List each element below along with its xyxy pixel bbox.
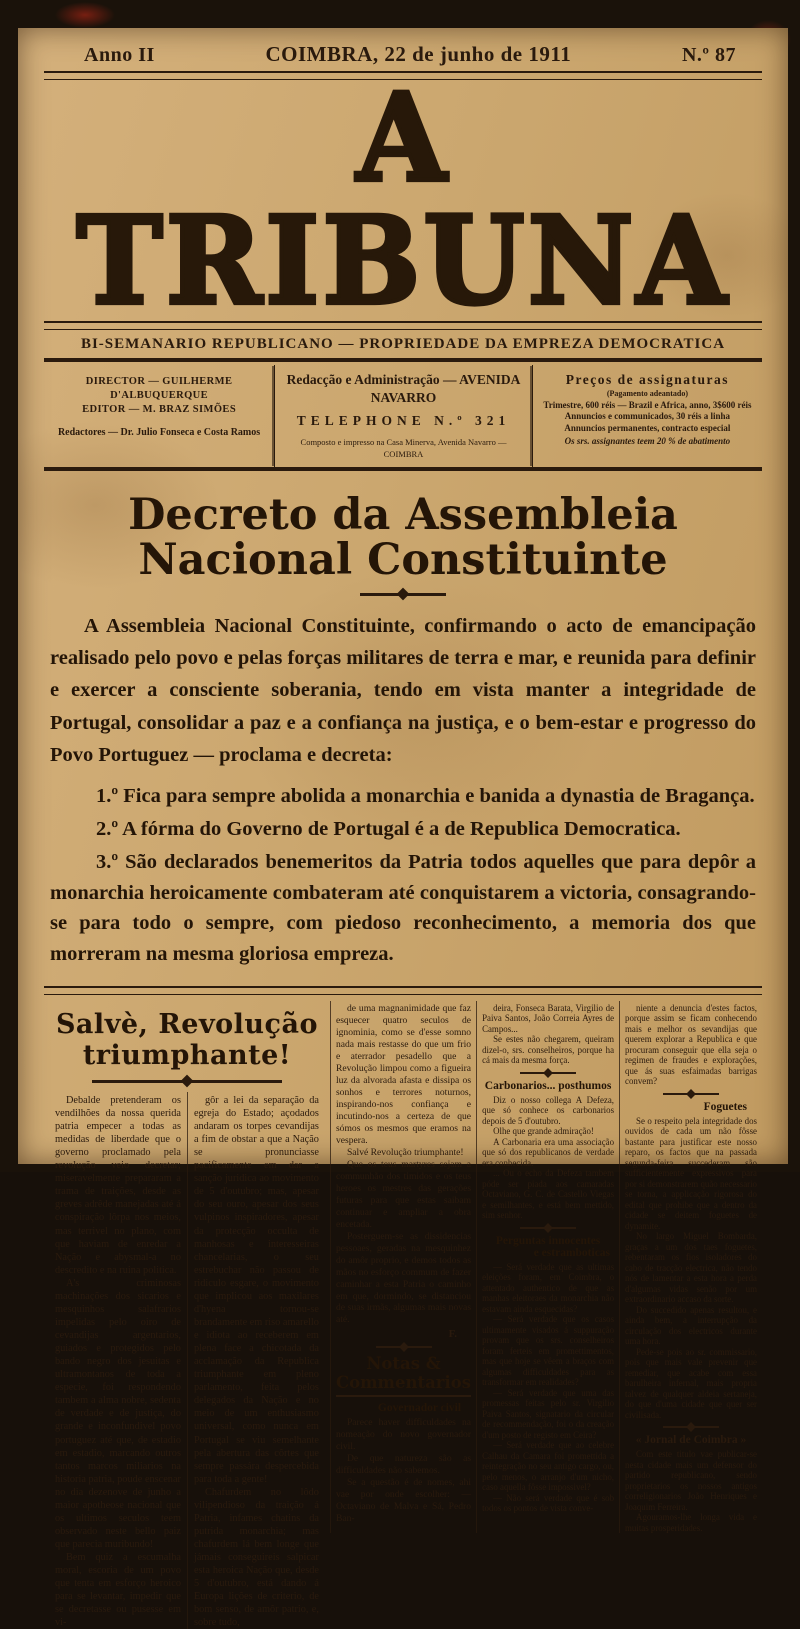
notas-section-title: Notas & Commentarios xyxy=(336,1354,471,1397)
foguetes-heading: Foguetes xyxy=(703,1100,747,1113)
salve-column-2 xyxy=(187,1092,325,1629)
prices-box xyxy=(532,365,762,468)
foguetes-paragraph: No largo Miguel Bombarda, graças a um dos taes foguetes, rebentaram os fios isoladores do cabo de tracção electrica, não tendo nós de lamentar a esta hora a perda d'algumas vidas senão por um extraordinario accaso da sorte. xyxy=(625,1231,757,1305)
carbonarios-paragraph: A Carbonaria era uma associação que só dos republicanos de verdade era conhecida. xyxy=(482,1136,615,1168)
notas-continuation-paragraph: deira, Fonseca Barata, Virgilio de Paiva Santos, João Correia Ayres de Campos... xyxy=(482,1002,615,1034)
director-line: DIRECTOR — GUILHERME D'ALBUQUERQUE xyxy=(85,375,233,401)
foguetes-paragraph: Pede-se pois ao sr. commissario, pois que mais vale prevenir que remediar, que acabe com essa barulheira infernal, mais propria talvez de qualquer aldeia sertaneja, do que d'uma cidade que quer ser civilisada. xyxy=(625,1346,757,1420)
telephone-line: TELEPHONE N.º 321 xyxy=(296,413,511,429)
notas-paragraph: Parece haver difficuldades na nomeação do novo governador civil. xyxy=(335,1417,472,1453)
prices-line: Annuncios permanentes, contracto especial xyxy=(564,423,731,434)
prices-title: Preços de assignaturas xyxy=(565,371,730,387)
article-paragraph: Posterguem-se as dissidencias pessoaes, geradas na mesquinhez do amôr proprio, e demos todos as mãos no esforço commum de fazer caminhar a esta Patria o caminho em que, dormindo, se distanciou de suas irmãs, algumas mais novas até. xyxy=(335,1230,472,1326)
perguntas-paragraph: — Será verdade que os casos ultimamente visados á suppuração provam que os srs. conselheiros foram ferteis em promettimentos, mas que hoje se vêem a braços com algumas difficuldades para as transformar em realidades? xyxy=(482,1314,615,1388)
ornament-divider xyxy=(376,1346,432,1348)
ornament-divider xyxy=(663,1426,719,1428)
ornament-divider xyxy=(663,1093,719,1095)
salve-article-title: Salvè, Revolução triumphante! xyxy=(55,1008,318,1071)
perguntas-heading xyxy=(482,1235,614,1259)
section-divider-rule xyxy=(44,986,762,995)
ornament-divider xyxy=(92,1080,282,1083)
governador-civil-heading: Governador civil xyxy=(377,1402,462,1415)
article-paragraph: A's criminosas machinações dos sicarios e mesquinhos salafrarios impelidas pelo oiro de cevandijas argentarios, guiados e protegidos pelo bando negro dos jesuitas e ultramontanos de toda a especie, foi respondendo tambem a alma nobre, sedenta de verdade e de justiça, do grande e inconfundivel povo portuguez até que, de estadio em estadio, marcando outros tantos marcos miliarios na historia patria, poude enscenar no dia dezenove de junho a maior apotheose nacional que os ultimos seculos teem observado neste bello paiz que parecia muribundo! xyxy=(55,1277,181,1550)
foguetes-paragraph: Se o respeito pela integridade dos ouvidos de cada um não fôsse bastante para justificar este nosso reparo, os factos que na passada segunda-feira succederam são sufficientemente expressivos para por si demonstrarem quão necessario se torna, a applicação rigorosa do edital que prohibe que a dentro da cidade se deitem foguetes de dynamite. xyxy=(625,1115,757,1231)
article-paragraph: Salvé Revolução triumphante! xyxy=(346,1146,464,1158)
office-box xyxy=(274,365,532,468)
ornament-divider xyxy=(360,593,446,596)
scan-stain xyxy=(55,2,115,28)
notas-paragraph: Se a questão é de nomes, ahi vae por onde escolher: — Octaviano de Malva e Sá, Pedro Ban- xyxy=(335,1477,472,1525)
prices-line: Trimestre, 600 réis — Brazil e Africa, anno, 3$600 réis xyxy=(543,399,752,410)
column-4 xyxy=(476,1001,619,1534)
perguntas-heading-line2: e estramboticas xyxy=(533,1246,611,1259)
lower-section xyxy=(44,1001,762,1629)
prices-discount-line: Os srs. assignantes teem 20 % de abatimento xyxy=(564,435,731,446)
article-paragraph: gôr a lei da separação da egreja do Estado; açodados andaram os torpes cevandijas a fim de obstar a que a Nação se pronunciasse pacificamente em dar a sanção juridica ao movimento de 5 d'outubro; mas, apesar do seu ouro, apesar dos seus vulpinos inspiradores, apesar da protecção occulta de manhosas e interesseiras chancelarias, o seu estrebuchar não passou de ridiculo esgare, o movimento que implicou aos maxilares d'hyena tornou-se brandamente em riso amarello e idiota ao receberem em plena face a chicotada da acclamação da Republica triumphante em pleno parlamento, feita pelos delegados da Nação e no meio de um enthusiasmo universal, como nunca em Portugal se viu semelhante pela abertura das côrtes que sempre passára despercebida para toda a gente! xyxy=(193,1094,319,1485)
carbonarios-paragraph: Diz o nosso collega A Defeza, que só conhece os carbonarios depois de 5 d'outubro. xyxy=(482,1094,615,1126)
staff-box xyxy=(44,365,274,468)
column-3 xyxy=(330,1001,476,1534)
perguntas-continuation-paragraph: niente a denuncia d'estes factos, porque assim se ficam conhecendo mais e melhor os sevandijas que querem explorar a Republica e que procuram conseguir que ella seja o regimen de fraudes e explorações, que ás suas esfaimadas barrigas convem? xyxy=(625,1002,757,1087)
prices-subtitle: (Pagamento adeantado) xyxy=(606,388,688,398)
decree-item-3: 3.º São declarados benemeritos da Patria todos aquelles que para depôr a monarchia heroicamente combateram até conquistarem a victoria, consagrando-se para todo o sempre, com piedoso reconhecimento, a memoria dos que morreram na mesma gloriosa empreza. xyxy=(50,850,756,966)
column-5 xyxy=(619,1001,762,1534)
article-paragraph: Que os teus martyres sejam a communhão dos timidos e os teus heroes os mestres das gerações futuras para que estas saibam continuar e ampliar a obra encetada. xyxy=(335,1158,472,1230)
decree-item-1: 1.º Fica para sempre abolida a monarchia e banida a dynastia de Bragança. xyxy=(96,785,755,808)
carbonarios-heading: Carbonarios... posthumos xyxy=(484,1079,612,1092)
info-bar xyxy=(44,365,762,468)
decree-items xyxy=(50,781,756,970)
perguntas-paragraph: — Será verdade que ao celebre Calhau da Camara foi promettida a reintegração no seu antigo cargo, ou, pelo menos, o arranjo d'um nicho, caso aquella fôsse impossivel? xyxy=(482,1440,615,1493)
perguntas-paragraph: — Não será verdade que é sob todos os pontos de vista conve- xyxy=(482,1492,615,1514)
article-paragraph: Bem quiz a escumalha moral, escoria de um povo que tenta em esforço heroico para se levantar, impedir que se decretasse ou pusesse em vi- xyxy=(55,1552,181,1629)
decree-item-2: 2.º A fórma do Governo de Portugal é a de Republica Democratica. xyxy=(96,818,681,841)
decree-lead-paragraph: A Assembleia Nacional Constituinte, confirmando o acto de emancipação realisado pelo povo e pelas forças militares de terra e mar, e reunida para definir e exercer a consciente soberania, tendo em vista manter a integridade de Portugal, consolidar a paz e a confiança na justiça, e o bem-estar e progresso do Povo Portuguez — proclama e decreta: xyxy=(50,614,756,766)
redactores-line: Redactores — Dr. Julio Fonseca e Costa Ramos xyxy=(57,427,261,439)
article-signature: F. xyxy=(448,1328,458,1341)
ornament-divider xyxy=(520,1227,576,1229)
masthead-subtitle: BI-SEMANARIO REPUBLICANO — PROPRIEDADE DA EMPREZA DEMOCRATICA xyxy=(80,335,726,352)
article-paragraph: Debalde pretenderam os vendilhões da nossa querida patria empecer a todas as medidas de liberdade que o governo proclamado pela revolução veio decretar; miseravelmente prepararam a trama de traições, desde as greves adrêde manejadas até á conspiração lôrpa nos meios, mas terrivel no plano, com que haviam de enredar a Nação e abysmal-a no descredito e na ruina politica. xyxy=(55,1094,181,1276)
salve-article xyxy=(44,1001,330,1629)
notas-paragraph: De que natureza são as difficuldades não sabemos. xyxy=(335,1453,472,1477)
office-address-line: Redacção e Administração — AVENIDA NAVARRO xyxy=(286,371,521,405)
jornal-paragraph: Agouramos-lhe longa vida e muitas prosperidades. xyxy=(625,1512,757,1533)
prices-line: Annuncios e communicados, 30 réis a linha xyxy=(564,411,731,422)
edition-dateline: COIMBRA, 22 de junho de 1911 xyxy=(265,42,572,66)
infobar-bottom-rule xyxy=(44,467,762,471)
masthead-title: A TRIBUNA xyxy=(76,67,730,333)
ornament-divider xyxy=(520,1072,576,1074)
perguntas-paragraph: — Será verdade que as ultimas eleições foram, em Coimbra, o attentado authentico de que as manhas eleitoraes da monarchia não estavam ainda esquecidas? xyxy=(482,1261,615,1314)
article-paragraph: Chafurdem no lôdo vilipendioso da traição á Patria, infames chatins da putrida monarchia; mas chafurdem lá bem longe que jámais conseguireis salpicar esta heroica Nação que, desde 5 d'outubro, está dando á Europa lições de criterio, de bom senso, de amôr patrio, e, sobre tudo, xyxy=(193,1486,319,1629)
salve-columns xyxy=(49,1092,325,1629)
dateline-row xyxy=(44,28,762,71)
salve-column-1 xyxy=(49,1092,187,1629)
newspaper-page xyxy=(18,28,788,1629)
carbonarios-paragraph: ... Ou o echo da Defeza tambem póde ser piada aos camaradas Octaviano, G. C. de Castello Viegas e semilhantes, e está bem mettido, sim senhor. xyxy=(482,1168,615,1221)
editor-line: EDITOR — M. BRAZ SIMÕES xyxy=(82,403,237,415)
perguntas-paragraph: — Será verdade que uma das promessas feitas pelo sr. Virgilio Paiva Santos, signatario da circular de recommendação, foi o da creação d'um posto de registo em Ceira? xyxy=(482,1387,615,1440)
jornal-paragraph: Com este titulo vae publicar-se nesta cidade mais um defensor do partido republicano, sendo proprietarios os nossos antigos correligionarios João Henriques e Joaquim Ferreira. xyxy=(625,1449,757,1512)
carbonarios-paragraph: Olhe que grande admiração! xyxy=(493,1126,594,1137)
foguetes-paragraph: Do succedido apenas resultou, e ainda bem, a interrupção da circulação dos electricos durante uma hora. xyxy=(625,1304,757,1347)
notas-continuation-paragraph: Se estes não chegarem, queiram dizel-o, srs. conselheiros, porque ha cá mais da mesma força. xyxy=(482,1034,615,1066)
decree-headline: Decreto da Assembleia Nacional Constituinte xyxy=(128,490,678,586)
edition-issue-number: N.º 87 xyxy=(681,44,736,66)
printer-line: Composto e impresso na Casa Minerva, Avenida Navarro — COIMBRA xyxy=(300,437,507,459)
perguntas-heading-line1: Perguntas innocentes xyxy=(495,1234,601,1247)
jornal-de-coimbra-heading: « Jornal de Coimbra » xyxy=(635,1434,747,1447)
article-paragraph: de uma magnanimidade que faz esquecer quatro seculos de ignominia, como se d'esse somno nada mais restasse do que um frio e aterrador pesadello que a Revolução limpou como a figueira luz da alvorada afasta e dissipa os sonhos e terrores noturnos, inspirando-nos confiança e incutindo-nos a certeza de que sómos os mesmos que eramos na vespera. xyxy=(335,1002,472,1146)
infobar-top-rule xyxy=(44,358,762,362)
edition-volume: Anno II xyxy=(84,44,155,66)
